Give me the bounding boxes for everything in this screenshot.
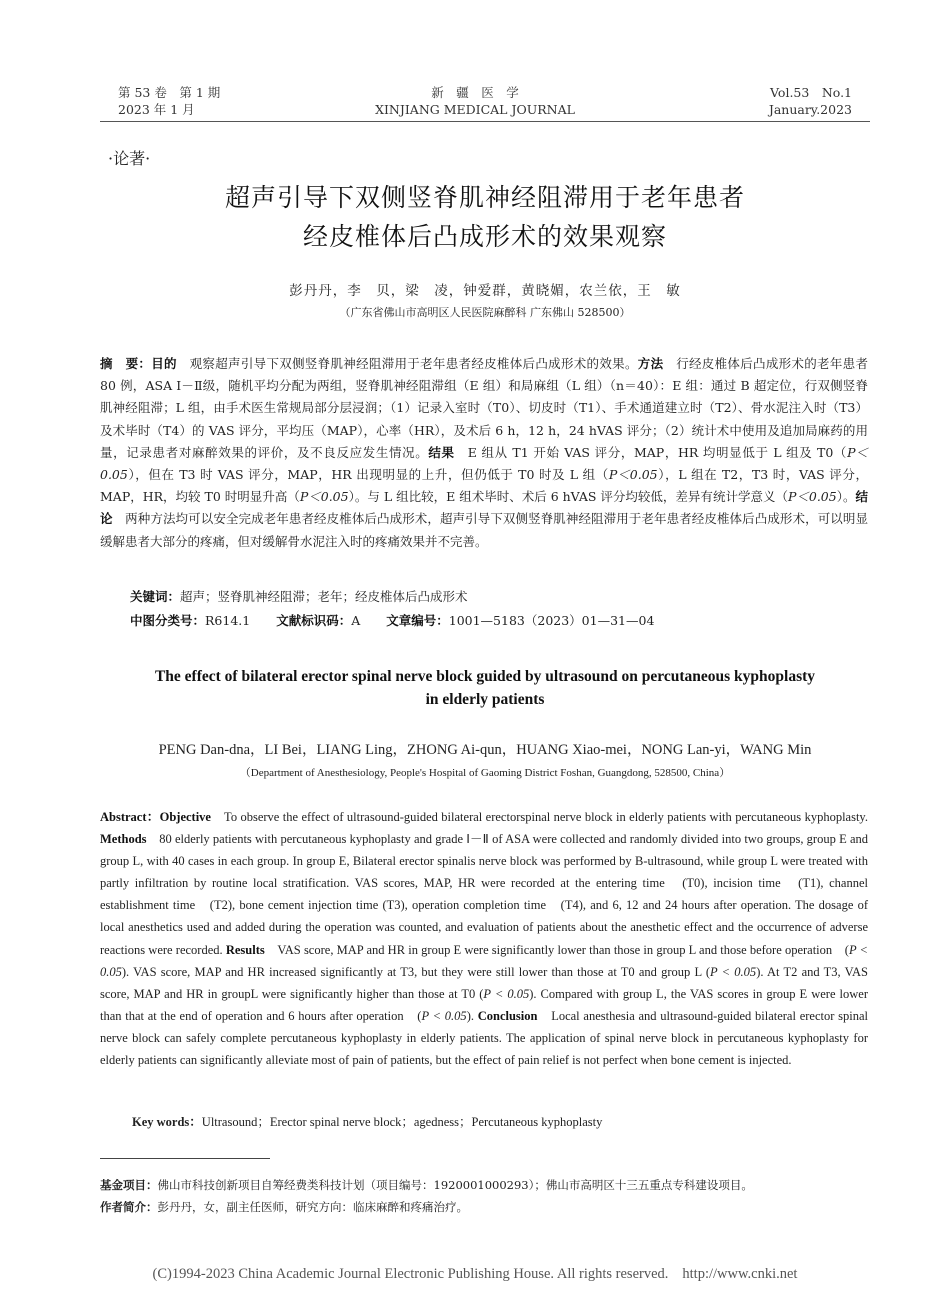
copyright-text: (C)1994-2023 China Academic Journal Electronic Publishing House. All rights reserved. — [152, 1266, 669, 1282]
clc-group — [130, 613, 250, 628]
affiliation-cn: （广东省佛山市高明区人民医院麻醉科 广东佛山 528500） — [339, 306, 631, 319]
date-en: January.2023 — [768, 102, 852, 117]
p-value: P＜0.05 — [299, 489, 349, 505]
article-number-value: 1001—5183（2023）01—31—04 — [448, 613, 655, 628]
abstract-cn-results: ）。 — [836, 489, 856, 505]
p-value: P＜0.05 — [608, 467, 658, 483]
doc-code-value: A — [351, 613, 361, 628]
keywords-cn-label: 关键词： — [130, 589, 181, 604]
abstract-cn-results-label: 结果 — [428, 444, 455, 460]
clc-label: 中图分类号： — [130, 613, 206, 628]
abstract-cn-conclusion: 两种方法均可以安全完成老年患者经皮椎体后凸成形术，超声引导下双侧竖脊肌神经阻滞用于老年患者经皮椎体后凸成形术，可以明显缓解患者大部分的疼痛，但对缓解骨水泥注入时的疼痛效果并不完善。 — [100, 511, 868, 549]
author-bio-label: 作者简介： — [100, 1200, 158, 1214]
abstract-en-results: ). At T2 and T3, VAS score, MAP and HR in groupL were significantly higher than those at T0 ( — [100, 964, 868, 1001]
abstract-en-conclusion-label: Conclusion — [477, 1008, 538, 1023]
p-value: P < 0.05 — [710, 964, 757, 979]
author-bio-text: 彭丹丹，女，副主任医师，研究方向：临床麻醉和疼痛治疗。 — [157, 1200, 468, 1214]
affiliation-en: （Department of Anesthesiology, People's Hospital of Gaoming District Foshan, Guangdong, 528500, China） — [239, 767, 731, 779]
keywords-en-label: Key words： — [132, 1115, 202, 1129]
abstract-cn-label: 摘 要：目的 — [100, 356, 177, 371]
clc-value: R614.1 — [205, 613, 251, 628]
abstract-cn-methods: 行经皮椎体后凸成形术的老年患者 80 例，ASA Ⅰ－Ⅱ级，随机平均分配为两组，竖脊肌神经阻滞组（E 组）和局麻组（L 组）（n＝40）：E 组：通过 B 超定位，行双侧竖脊肌神经阻滞；L 组，由手术医生常规局部分层浸润；（1）记录入室时（T0）、切皮时（T1）、手术通道建立时（T2）、骨水泥注入时（T3）及术毕时（T4）的 VAS 评分，平均压（MAP），心率（HR），及术后 6 h，12 h，24 hVAS 评分；（2）统计术中使用及追加局麻药的用量，记录患者对麻醉效果的评价，及不良反应发生情况。 — [100, 356, 868, 460]
abstract-cn-results: ），但在 T3 时 VAS 评分，MAP，HR 出现明显的上升，但仍低于 T0 时及 L 组（ — [127, 467, 609, 483]
abstract-en-methods-label: Methods — [100, 832, 147, 847]
funding-note — [100, 1177, 753, 1193]
abstract-en-results: ). — [466, 1008, 478, 1023]
journal-name-en: XINJIANG MEDICAL JOURNAL — [375, 102, 575, 117]
p-value: P < 0.05 — [483, 986, 530, 1001]
article-number-group — [386, 613, 654, 628]
title-en-line1: The effect of bilateral erector spinal nerve block guided by ultrasound on percutaneous kyphoplasty — [154, 668, 816, 685]
p-value: P < 0.05 — [100, 942, 868, 979]
abstract-cn-objective: 观察超声引导下双侧竖脊肌神经阻滞用于老年患者经皮椎体后凸成形术的效果。 — [176, 356, 638, 371]
p-value: P＜0.05 — [787, 489, 837, 505]
abstract-en-label: Abstract：Objective — [100, 810, 211, 824]
keywords-en-text: Ultrasound；Erector spinal nerve block；agedness；Percutaneous kyphoplasty — [201, 1115, 603, 1129]
section-label: ·论著· — [108, 149, 151, 168]
doc-code-group — [276, 613, 360, 628]
volume-issue-cn: 第 53 卷 第 1 期 — [118, 85, 221, 100]
abstract-en-results: ). Compared with group L, the VAS scores in group E were lower than that at the end of operation and 6 hours after operation ( — [100, 986, 868, 1023]
abstract-cn-results: E 组从 T1 开始 VAS 评分，MAP，HR 均明显低于 L 组及 T0（ — [454, 444, 848, 460]
title-cn-line1: 超声引导下双侧竖脊肌神经阻滞用于老年患者 — [224, 183, 745, 212]
title-cn-line2: 经皮椎体后凸成形术的效果观察 — [302, 222, 667, 251]
keywords-cn — [130, 587, 898, 605]
keywords-en — [132, 1112, 602, 1130]
title-en-line2: in elderly patients — [425, 691, 545, 708]
header-divider — [100, 121, 870, 122]
abstract-en — [100, 806, 868, 1071]
abstract-en-methods: 80 elderly patients with percutaneous kyphoplasty and grade Ⅰ－Ⅱ of ASA were collected and randomly divided into two groups, group E and group L, with 40 cases in each group. In group E, Bilateral erector spinalis nerve block was performed by B-ultrasound, while group L were treated with partly infiltration by routine local stratification. VAS scores, MAP, HR were recorded at the entering time (T0), incision time (T1), channel establishment time (T2), bone cement injection time (T3), operation completion time (T4), and 6, 12 and 24 hours after operation. The dosage of local anesthetics used and added during the operation was counted, and evaluation of patients about the anesthetic effect and the occurrence of adverse reactions were recorded. — [100, 832, 868, 957]
abstract-en-results: VAS score, MAP and HR in group E were significantly lower than those in group L and those before operation ( — [264, 942, 849, 957]
keywords-cn-text: 超声；竖脊肌神经阻滞；老年；经皮椎体后凸成形术 — [180, 589, 468, 604]
copyright-footer — [0, 1266, 950, 1283]
header-center — [300, 84, 650, 118]
footnote-divider — [100, 1158, 270, 1159]
abstract-en-conclusion: Local anesthesia and ultrasound-guided bilateral erector spinal nerve block can safely complete percutaneous kyphoplasty in elderly patients. The application of spinal nerve block in percutaneous kyphoplasty for elderly patients can significantly alleviate most of pain of patients, but the effect of pain relief is not perfect when bone cement is injected. — [100, 1008, 868, 1068]
author-bio — [100, 1199, 468, 1215]
classification-cn — [130, 611, 898, 629]
cnki-link[interactable]: http://www.cnki.net — [682, 1266, 798, 1282]
abstract-cn — [100, 353, 868, 553]
date-cn: 2023 年 1 月 — [118, 102, 195, 117]
abstract-en-objective: To observe the effect of ultrasound-guided bilateral erectorspinal nerve block in elderly patients with percutaneous kyphoplasty. — [210, 810, 868, 824]
abstract-en-results: ). VAS score, MAP and HR increased significantly at T3, but they were still lower than those at T0 and group L ( — [121, 964, 711, 979]
abstract-cn-results: ），L 组在 T2，T3 时，VAS 评分，MAP，HR，均较 T0 时明显升高（ — [100, 467, 869, 505]
abstract-cn-methods-label: 方法 — [637, 356, 664, 371]
journal-name-cn: 新 疆 医 学 — [431, 85, 519, 100]
funding-text: 佛山市科技创新项目自筹经费类科技计划（项目编号：1920001000293）；佛山市高明区十三五重点专科建设项目。 — [157, 1178, 753, 1192]
doc-code-label: 文献标识码： — [276, 613, 352, 628]
header-left — [118, 84, 220, 118]
authors-en: PENG Dan-dna，LI Bei，LIANG Ling，ZHONG Ai-qun，HUANG Xiao-mei，NONG Lan-yi，WANG Min — [158, 742, 812, 758]
p-value: P < 0.05 — [421, 1008, 467, 1023]
funding-label: 基金项目： — [100, 1178, 158, 1192]
abstract-en-results-label: Results — [225, 942, 265, 957]
title-en — [100, 665, 870, 711]
abstract-cn-conclusion-label: 结论 — [100, 489, 868, 527]
authors-cn: 彭丹丹，李 贝，梁 凌，钟爱群，黄晓媚，农兰依，王 敏 — [289, 283, 681, 299]
header-right — [769, 84, 852, 118]
p-value: P＜0.05 — [100, 444, 868, 483]
volume-issue-en: Vol.53 No.1 — [770, 85, 852, 100]
article-number-label: 文章编号： — [386, 613, 449, 628]
abstract-cn-results: ）。与 L 组比较，E 组术毕时、术后 6 hVAS 评分均较低，差异有统计学意义（ — [348, 489, 788, 505]
